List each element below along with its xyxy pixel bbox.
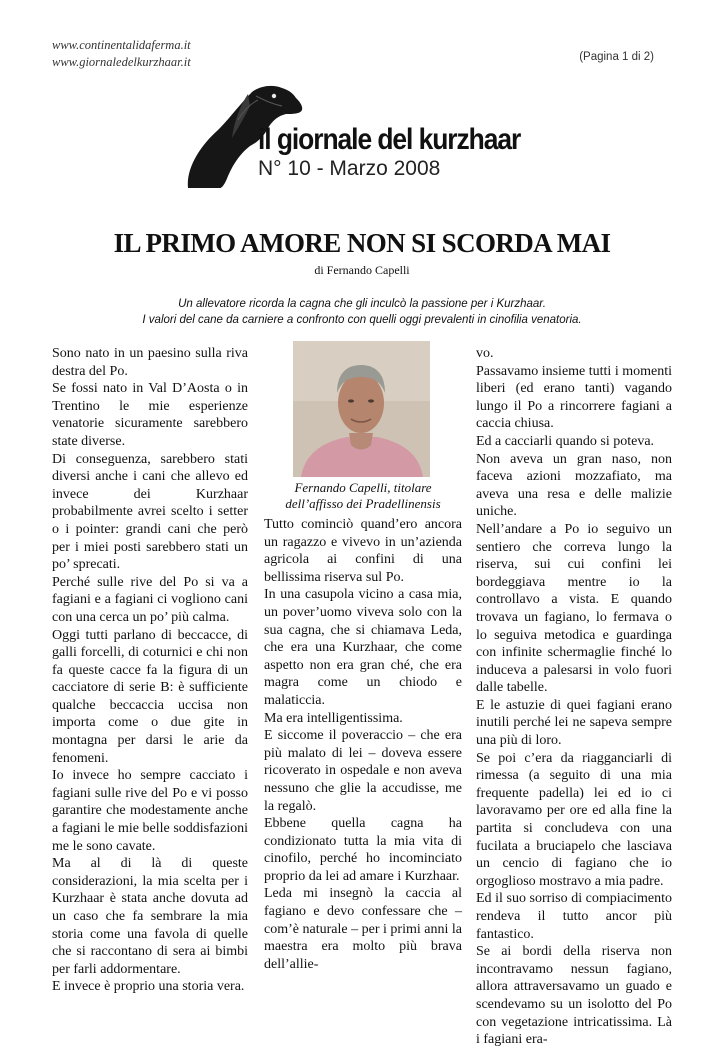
article-title: IL PRIMO AMORE NON SI SCORDA MAI xyxy=(113,228,611,258)
lead-line: Un allevatore ricorda la cagna che gli inculcò la passione per i Kurzhaar. xyxy=(178,298,546,310)
paragraph: Sono nato in un paesino sulla riva destra del Po. xyxy=(52,346,248,379)
brand-title: il giornale del kurzhaar xyxy=(258,123,521,156)
paragraph: Tutto cominciò quand’ero ancora un ragazzo e vivevo in un’azienda agricola ai confini di una bellissima riserva sul Po. xyxy=(264,517,462,585)
paragraph: Ed il suo sorriso di compiacimento rendeva il tutto ancor più fantastico. xyxy=(476,891,672,942)
paragraph: vo. xyxy=(476,346,494,361)
paragraph: Oggi tutti parlano di beccacce, di galli forcelli, di coturnici e chi non fa queste cacce fa la figura di un cacciatore di serie B: è sufficiente qualche beccaccia uccisa non importa come o due gite in montagna per darsi le arie da fenomeni. xyxy=(52,627,248,766)
paragraph: Ma al di là di queste considerazioni, la mia scelta per i Kurzhaar è stata anche dovuta ad un caso che fa sembrare la mia storia come una favola di quelle che si raccontano di sera ai bimbi per farli addormentare. xyxy=(52,856,248,977)
paragraph: In una casupola vicino a casa mia, un pover’uomo viveva solo con la sua cagna, che si chiamava Leda, che era una Kurzhaar, che come aspetto non era gran ché, che era magra come un chiodo e malaticcia. xyxy=(264,587,462,708)
text-column-2 xyxy=(264,516,462,973)
issue-number: N° 10 - Marzo 2008 xyxy=(258,157,441,180)
paragraph: E invece è proprio una storia vera. xyxy=(52,979,245,995)
paragraph: Passavamo insieme tutti i momenti liberi (ed erano tanti) vagando lungo il Po a rincorrere fagiani a caccia chiusa. xyxy=(476,363,672,432)
paragraph: Se fossi nato in Val D’Aosta o in Trentino le mie esperienze venatorie sicuramente sarebbero state diverse. xyxy=(52,381,248,449)
lead-paragraph xyxy=(60,296,664,328)
paragraph: E siccome il poveraccio – che era più malato di lei – doveva essere ricoverato in ospedale e non aveva nessuno che glie la accudisse, me la regalò. xyxy=(264,728,462,814)
paragraph: Ma era intelligentissima. xyxy=(264,710,403,726)
paragraph: Leda mi insegnò la caccia al fagiano e devo confessare che – com’è naturale – per i primi anni la maestra era molto più brava dell’allie- xyxy=(264,886,462,972)
text-column-3 xyxy=(476,345,672,1049)
lead-line: I valori del cane da carniere a confronto con quelli oggi prevalenti in cinofilia venatoria. xyxy=(142,314,582,326)
photo-caption: Fernando Capelli, titolare dell’affisso dei Pradellinensis xyxy=(285,480,441,511)
paragraph: Io invece ho sempre cacciato i fagiani sulle rive del Po e vi posso garantire che modestamente anche a fagiani le mie belle soddisfazioni me le sono cavate. xyxy=(52,768,248,854)
paragraph: Ed a cacciarli quando si poteva. xyxy=(476,433,655,449)
author-photo xyxy=(293,341,430,477)
paragraph: Di conseguenza, sarebbero stati diversi anche i cani che allevo ed invece dei Kurzhaar probabilmente avrei scelto i setter o i pointer: grandi cani che però per i miei posti sarebbero stati un po’ sprecati. xyxy=(52,451,248,573)
paragraph: Non aveva un gran naso, non faceva azioni mozzafiato, ma aveva una resa e delle malizie uniche. xyxy=(476,451,672,520)
paragraph: Ebbene quella cagna ha condizionato tutta la mia vita di cinofilo, perché ho incominciato proprio da lei ad amare i Kurzhaar. xyxy=(264,816,462,884)
paragraph: Se poi c’era da riagganciarli di rimessa (a seguito di una mia frequente padella) lei ed io ci lavoravamo per ore ed alla fine la partita si concludeva con una fucilata a bruciapelo che lasciava un cencio di fagiano che io orgoglioso mostravo a mia padre. xyxy=(476,750,672,889)
paragraph: Nell’andare a Po io seguivo un sentiero che correva lungo la riserva, sui cui confini lei bordeggiava mentre io la controllavo a vista. E quando trovava un fagiano, lo fermava o lo seguiva metodica e guardinga con infinite schermaglie finché lo induceva a palesarsi in volo fuori dalle tabelle. xyxy=(476,521,672,696)
paragraph: E le astuzie di quei fagiani erano inutili perché lei ne sapeva sempre una più di loro. xyxy=(476,697,672,749)
text-column-1 xyxy=(52,345,248,996)
website-url-continentali[interactable]: www.continentalidaferma.it xyxy=(52,38,191,52)
paragraph: Perché sulle rive del Po si va a fagiani e a fagiani ci vogliono cani con una cerca un po’ più calma. xyxy=(52,574,248,625)
paragraph: Se ai bordi della riserva non incontravamo nessun fagiano, allora attraversavamo un guado e scendevamo su un isolotto del Po con vegetazione intricatissima. Là i fagiani era- xyxy=(476,944,672,1048)
byline: di Fernando Capelli xyxy=(314,263,410,277)
website-url-giornale[interactable]: www.giornaledelkurzhaar.it xyxy=(52,55,191,69)
page-indicator: (Pagina 1 di 2) xyxy=(579,51,654,63)
